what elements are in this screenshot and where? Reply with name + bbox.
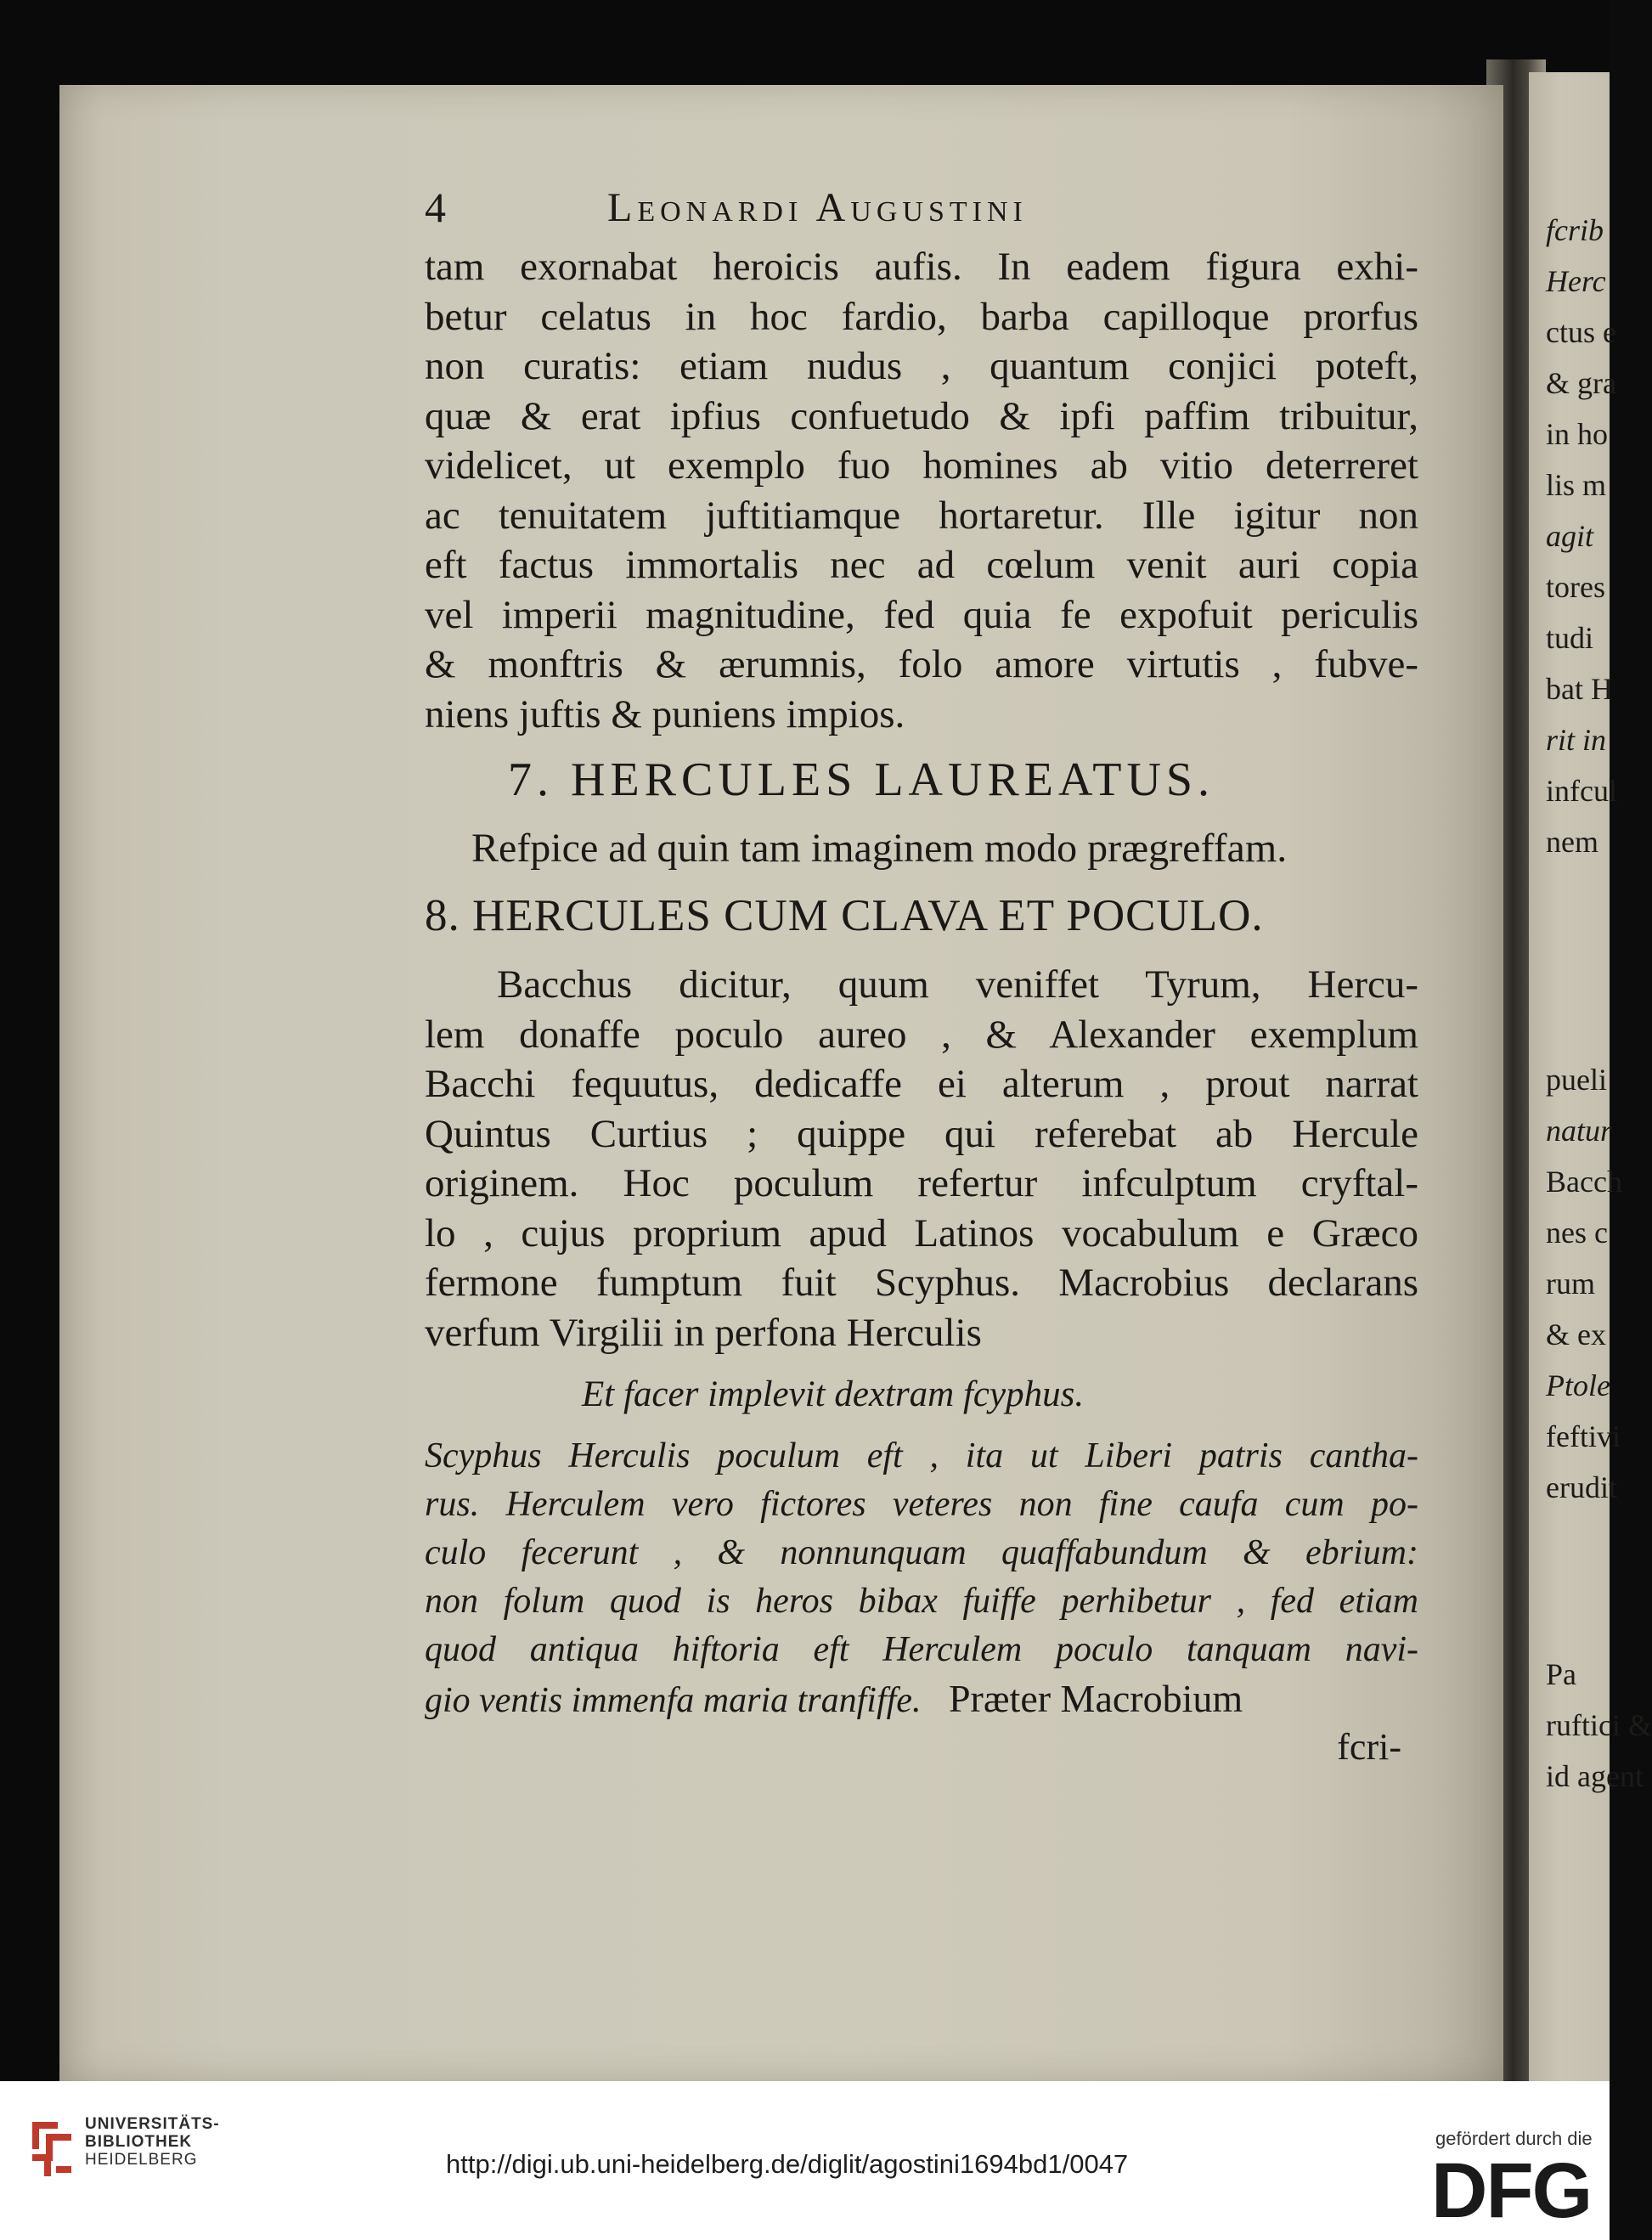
- facing-fragment: ctus e: [1546, 315, 1616, 349]
- paragraph-2: [425, 960, 1418, 1357]
- facing-fragment: & ex: [1546, 1317, 1606, 1351]
- facing-fragment: lis m: [1546, 468, 1607, 502]
- facing-fragment: bat H: [1546, 672, 1613, 706]
- quote-line: culo fecerunt , & nonnunquam quaffabundum & ebrium:: [425, 1533, 1418, 1572]
- facing-fragment: in ho: [1546, 417, 1609, 451]
- quote-end: gio ventis immenfa maria tranfiffe.: [425, 1681, 922, 1720]
- quote-line: quod antiqua hiftoria eft Herculem poculo tanquam navi-: [425, 1630, 1418, 1669]
- facing-fragment: pueli: [1546, 1063, 1607, 1097]
- facing-fragment: Ptole: [1546, 1368, 1610, 1402]
- section-heading-8: 8. HERCULES CUM CLAVA ET POCULO.: [425, 891, 1264, 940]
- text-line: verfum Virgilii in perfona Herculis: [425, 1310, 982, 1355]
- facing-fragment: agit: [1546, 519, 1594, 553]
- facing-fragment: nes c: [1546, 1216, 1608, 1250]
- text-line: non curatis: etiam nudus , quantum conjici poteft,: [425, 344, 1418, 388]
- text-line: quæ & erat ipfius confuetudo & ipfi paffim tribuitur,: [425, 393, 1418, 438]
- library-line: HEIDELBERG: [85, 2151, 198, 2169]
- quote-line: rus. Herculem vero fictores veteres non fine caufa cum po-: [425, 1485, 1418, 1524]
- text-line: niens juftis & puniens impios.: [425, 691, 905, 736]
- page-body: [425, 242, 1418, 1772]
- text-line: originem. Hoc poculum refertur infculptum cryftal-: [425, 1161, 1418, 1205]
- text-line: betur celatus in hoc fardio, barba capilloque prorfus: [425, 294, 1418, 339]
- quote-line: Scyphus Herculis poculum eft , ita ut Liberi patris cantha-: [425, 1436, 1418, 1475]
- sponsor-label: gefördert durch die: [1435, 2128, 1593, 2149]
- page-header: [425, 183, 1401, 234]
- dfg-logo: DFG: [1431, 2147, 1592, 2234]
- facing-fragment: nem: [1546, 825, 1598, 859]
- macrobius-quotation: [425, 1432, 1418, 1723]
- facing-fragment: id agent: [1546, 1759, 1644, 1793]
- viewer-footer: [0, 2081, 1610, 2240]
- section-7-text: Refpice ad quin tam imaginem modo prægreffam.: [471, 826, 1288, 871]
- library-name: [85, 2115, 220, 2169]
- catchword: fcri-: [1337, 1726, 1401, 1768]
- text-line: ac tenuitatem juftitiamque hortaretur. Ille igitur non: [425, 493, 1418, 538]
- facing-fragment: & gra: [1546, 366, 1616, 400]
- library-line: UNIVERSITÄTS-: [85, 2115, 220, 2133]
- facing-fragment: Herc: [1546, 264, 1606, 298]
- text-line: lem donaffe poculo aureo , & Alexander exemplum: [425, 1012, 1418, 1057]
- quote-line: non folum quod is heros bibax fuiffe perhibetur , fed etiam: [425, 1582, 1418, 1621]
- library-logo-icon: [25, 2115, 78, 2183]
- facing-fragment: infcul: [1546, 774, 1617, 808]
- facing-fragment: rum: [1546, 1267, 1595, 1301]
- facing-page-edge: [1529, 72, 1652, 2081]
- text-line: vel imperii magnitudine, fed quia fe expofuit periculis: [425, 592, 1418, 637]
- facing-fragment: rit in: [1546, 723, 1607, 757]
- text-line: videlicet, ut exemplo fuo homines ab vitio deterreret: [425, 443, 1418, 488]
- section-heading-7: 7. HERCULES LAUREATUS.: [508, 753, 1215, 806]
- text-line: eft factus immortalis nec ad cœlum venit auri copia: [425, 543, 1418, 587]
- facing-fragment: tores: [1546, 570, 1605, 604]
- permalink-url[interactable]: http://digi.ub.uni-heidelberg.de/diglit/agostini1694bd1/0047: [446, 2149, 1129, 2179]
- facing-fragment: Bacch: [1546, 1165, 1622, 1199]
- facing-fragment: fcrib: [1546, 213, 1604, 247]
- paragraph-1: [425, 242, 1418, 739]
- text-line: Quintus Curtius ; quippe qui referebat ab Hercule: [425, 1111, 1418, 1156]
- text-line: & monftris & ærumnis, folo amore virtutis , fubve-: [425, 642, 1418, 686]
- text-line: fermone fumptum fuit Scyphus. Macrobius declarans: [425, 1261, 1418, 1305]
- facing-fragment: tudi: [1546, 621, 1594, 655]
- text-line: Bacchi fequutus, dedicaffe ei alterum , prout narrat: [425, 1062, 1418, 1106]
- library-line: BIBLIOTHEK: [85, 2133, 193, 2151]
- text-line: tam exornabat heroicis aufis. In eadem figura exhi-: [425, 245, 1418, 289]
- running-title: [607, 184, 1028, 231]
- facing-fragment: Pa: [1546, 1657, 1576, 1691]
- facing-fragment: natur: [1546, 1114, 1613, 1148]
- verse-quotation: Et facer implevit dextram fcyphus.: [582, 1374, 1085, 1414]
- running-title-text: Leonardi Augustini: [607, 185, 1028, 230]
- page-number: 4: [425, 183, 446, 231]
- facing-fragment: feftivi: [1546, 1419, 1621, 1453]
- text-continuation: Præter Macrobium: [948, 1677, 1243, 1720]
- quote-line-final: [425, 1674, 1418, 1723]
- text-line: Bacchus dicitur, quum veniffet Tyrum, Hercu-: [497, 962, 1418, 1007]
- facing-fragment: erudit: [1546, 1470, 1617, 1504]
- text-line: lo , cujus proprium apud Latinos vocabulum e Græco: [425, 1210, 1418, 1255]
- facing-fragment: ruftici &: [1546, 1708, 1652, 1742]
